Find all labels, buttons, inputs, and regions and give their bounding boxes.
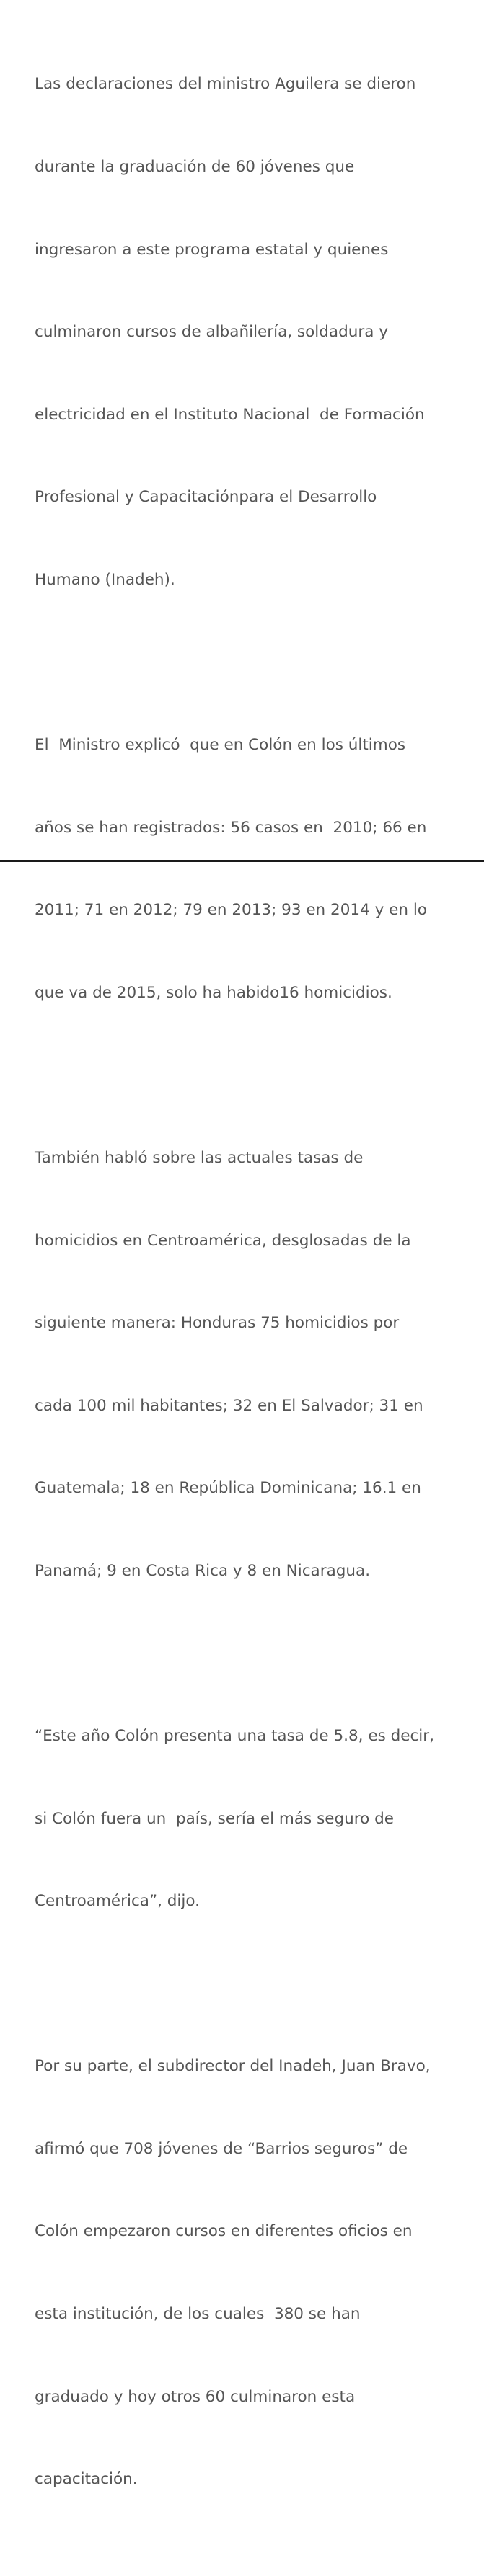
text-line: Por su parte, el subdirector del Inadeh, Juan Bravo, xyxy=(35,2057,431,2076)
paragraph-tasas-centroamerica xyxy=(35,1090,467,1640)
text-line: Colón empezaron cursos en diferentes oficios en xyxy=(35,2222,413,2241)
paragraph-homicidios-colon xyxy=(35,677,467,1062)
text-line: 2011; 71 en 2012; 79 en 2013; 93 en 2014 y en lo xyxy=(35,901,427,920)
paragraph-graduacion xyxy=(35,16,467,649)
text-line: homicidios en Centroamérica, desglosadas de la xyxy=(35,1231,411,1250)
text-line: durante la graduación de 60 jóvenes que xyxy=(35,158,355,177)
text-line: años se han registrados: 56 casos en 2010; 66 en xyxy=(35,818,427,837)
text-line: También habló sobre las actuales tasas de xyxy=(35,1148,364,1167)
text-line: Panamá; 9 en Costa Rica y 8 en Nicaragua. xyxy=(35,1561,371,1580)
text-line: “Este año Colón presenta una tasa de 5.8, es decir, xyxy=(35,1726,434,1745)
text-line: que va de 2015, solo ha habido16 homicidios. xyxy=(35,983,392,1002)
text-line: esta institución, de los cuales 380 se han xyxy=(35,2305,361,2324)
bottom-divider xyxy=(0,860,484,862)
text-line: electricidad en el Instituto Nacional de Formación xyxy=(35,405,425,424)
text-line: siguiente manera: Honduras 75 homicidios por xyxy=(35,1314,400,1333)
article-body xyxy=(35,16,467,2576)
text-line: Centroamérica”, dijo. xyxy=(35,1892,200,1911)
text-line: culminaron cursos de albañilería, soldadura y xyxy=(35,323,388,342)
text-line: capacitación. xyxy=(35,2470,138,2489)
text-line: graduado y hoy otros 60 culminaron esta xyxy=(35,2387,356,2406)
paragraph-subdirector xyxy=(35,1998,467,2549)
text-line: afirmó que 708 jóvenes de “Barrios seguros” de xyxy=(35,2139,408,2158)
text-line: El Ministro explicó que en Colón en los últimos xyxy=(35,736,406,755)
text-line: cada 100 mil habitantes; 32 en El Salvador; 31 en xyxy=(35,1396,423,1415)
text-line: Guatemala; 18 en República Dominicana; 16.1 en xyxy=(35,1479,421,1498)
text-line: Humano (Inadeh). xyxy=(35,571,175,590)
text-line: si Colón fuera un país, sería el más seguro de xyxy=(35,1809,394,1828)
text-line: ingresaron a este programa estatal y quienes xyxy=(35,240,389,259)
text-line: Profesional y Capacitaciónpara el Desarrollo xyxy=(35,488,377,507)
text-line: Las declaraciones del ministro Aguilera se dieron xyxy=(35,75,416,94)
paragraph-quote xyxy=(35,1668,467,1971)
